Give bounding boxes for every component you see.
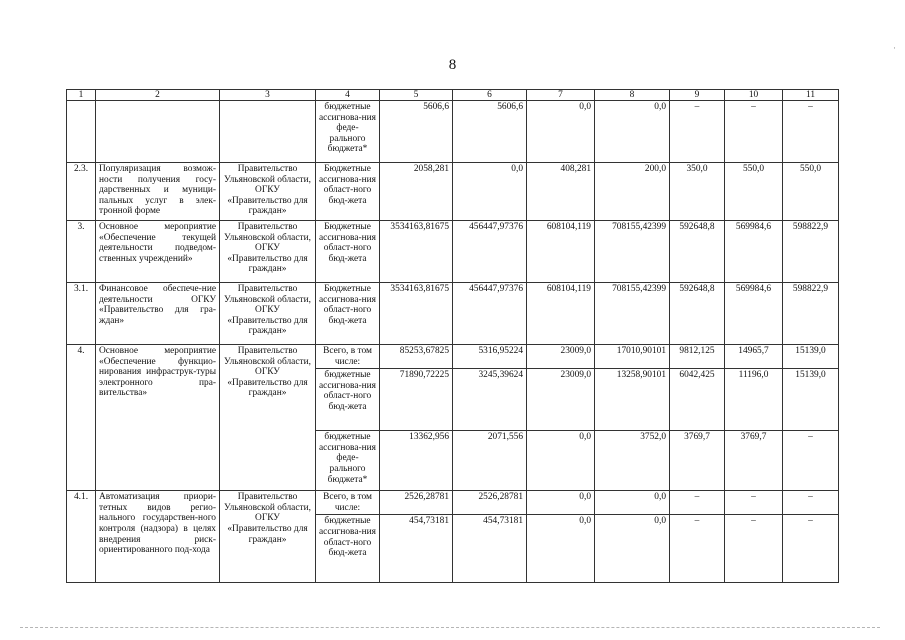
amount-cell: 5316,95224: [453, 345, 527, 369]
responsible-organization: Правительство Ульяновской области, ОГКУ «Правительство для граждан»: [220, 163, 316, 221]
amount-cell: 0,0: [453, 163, 527, 221]
activity-name: Основное мероприятие «Обеспечение функцио-нирования инфраструк-туры электронного пра-вительства»: [96, 345, 220, 491]
column-header: 1: [67, 90, 96, 101]
table-row: [67, 101, 839, 163]
funding-source: Всего, в том числе:: [316, 491, 380, 515]
column-header: 8: [595, 90, 670, 101]
amount-cell: 23009,0: [527, 345, 595, 369]
funding-source: бюджетные ассигнова-ния феде-рального бюджета*: [316, 431, 380, 491]
table-row: [67, 345, 839, 369]
header-row: [67, 90, 839, 101]
amount-cell: 0,0: [527, 515, 595, 583]
amount-cell: 598822,9: [783, 221, 839, 283]
amount-cell: 5606,6: [380, 101, 453, 163]
scan-mark: ·: [893, 43, 896, 53]
row-number: [67, 101, 96, 163]
amount-cell: 5606,6: [453, 101, 527, 163]
amount-cell: 3534163,81675: [380, 221, 453, 283]
amount-cell: 550,0: [783, 163, 839, 221]
activity-name: Популяризация возмож-ности получения госу-дарственных и муници-пальных услуг в элек-тронной форме: [96, 163, 220, 221]
amount-cell: 14965,7: [725, 345, 783, 369]
column-header: 6: [453, 90, 527, 101]
amount-cell: 2058,281: [380, 163, 453, 221]
row-number: 4.1.: [67, 491, 96, 583]
funding-source: бюджетные ассигнова-ния феде-рального бюджета*: [316, 101, 380, 163]
amount-cell: 0,0: [527, 431, 595, 491]
amount-cell: 608104,119: [527, 283, 595, 345]
column-header: 5: [380, 90, 453, 101]
amount-cell: 2526,28781: [453, 491, 527, 515]
row-number: 4.: [67, 345, 96, 491]
amount-cell: 3769,7: [725, 431, 783, 491]
responsible-organization: Правительство Ульяновской области, ОГКУ «Правительство для граждан»: [220, 283, 316, 345]
activity-name: Финансовое обеспече-ние деятельности ОГКУ «Правительство для гра-ждан»: [96, 283, 220, 345]
column-header: 11: [783, 90, 839, 101]
amount-cell: 2071,556: [453, 431, 527, 491]
amount-cell: 11196,0: [725, 369, 783, 431]
page-number: 8: [448, 57, 457, 73]
amount-cell: 708155,42399: [595, 221, 670, 283]
amount-cell: 456447,97376: [453, 283, 527, 345]
amount-cell: 569984,6: [725, 283, 783, 345]
amount-cell: 3769,7: [670, 431, 725, 491]
amount-cell: 3752,0: [595, 431, 670, 491]
activity-name: Автоматизация приори-тетных видов регио-нального государствен-ного контроля (надзора) в целях внедрения риск-ориентированного под-хода: [96, 491, 220, 583]
amount-cell: –: [670, 491, 725, 515]
column-header: 2: [96, 90, 220, 101]
responsible-organization: [220, 101, 316, 163]
funding-source: Всего, в том числе:: [316, 345, 380, 369]
responsible-organization: Правительство Ульяновской области, ОГКУ «Правительство для граждан»: [220, 491, 316, 583]
amount-cell: –: [783, 491, 839, 515]
funding-source: бюджетные ассигнова-ния област-ного бюд-жета: [316, 369, 380, 431]
responsible-organization: Правительство Ульяновской области, ОГКУ «Правительство для граждан»: [220, 221, 316, 283]
amount-cell: 708155,42399: [595, 283, 670, 345]
amount-cell: –: [783, 431, 839, 491]
table-row: [67, 221, 839, 283]
column-header: 3: [220, 90, 316, 101]
table-row: [67, 163, 839, 221]
activity-name: [96, 101, 220, 163]
responsible-organization: Правительство Ульяновской области, ОГКУ «Правительство для граждан»: [220, 345, 316, 491]
funding-source: Бюджетные ассигнова-ния област-ного бюд-жета: [316, 163, 380, 221]
amount-cell: 71890,72225: [380, 369, 453, 431]
amount-cell: –: [725, 101, 783, 163]
activity-name: Основное мероприятие «Обеспечение текущей деятельности подведом-ственных учреждений»: [96, 221, 220, 283]
funding-source: Бюджетные ассигнова-ния област-ного бюд-жета: [316, 283, 380, 345]
amount-cell: –: [783, 515, 839, 583]
amount-cell: 454,73181: [380, 515, 453, 583]
table-row: [67, 491, 839, 515]
amount-cell: 9812,125: [670, 345, 725, 369]
row-number: 2.3.: [67, 163, 96, 221]
amount-cell: –: [670, 515, 725, 583]
scan-edge-line: [20, 627, 880, 628]
amount-cell: 13362,956: [380, 431, 453, 491]
amount-cell: 0,0: [595, 101, 670, 163]
amount-cell: 0,0: [527, 491, 595, 515]
amount-cell: 0,0: [595, 491, 670, 515]
column-header: 4: [316, 90, 380, 101]
amount-cell: –: [783, 101, 839, 163]
amount-cell: 85253,67825: [380, 345, 453, 369]
amount-cell: 456447,97376: [453, 221, 527, 283]
row-number: 3.1.: [67, 283, 96, 345]
amount-cell: –: [725, 491, 783, 515]
amount-cell: 408,281: [527, 163, 595, 221]
amount-cell: 15139,0: [783, 369, 839, 431]
amount-cell: 6042,425: [670, 369, 725, 431]
amount-cell: 2526,28781: [380, 491, 453, 515]
column-header: 10: [725, 90, 783, 101]
amount-cell: 592648,8: [670, 283, 725, 345]
amount-cell: 350,0: [670, 163, 725, 221]
amount-cell: 200,0: [595, 163, 670, 221]
column-header: 9: [670, 90, 725, 101]
amount-cell: 454,73181: [453, 515, 527, 583]
amount-cell: 3245,39624: [453, 369, 527, 431]
amount-cell: 17010,90101: [595, 345, 670, 369]
row-number: 3.: [67, 221, 96, 283]
amount-cell: 598822,9: [783, 283, 839, 345]
table-row: [67, 283, 839, 345]
amount-cell: –: [670, 101, 725, 163]
funding-source: Бюджетные ассигнова-ния област-ного бюд-жета: [316, 221, 380, 283]
amount-cell: 550,0: [725, 163, 783, 221]
amount-cell: 0,0: [527, 101, 595, 163]
amount-cell: 592648,8: [670, 221, 725, 283]
funding-source: бюджетные ассигнова-ния област-ного бюд-жета: [316, 515, 380, 583]
amount-cell: 0,0: [595, 515, 670, 583]
amount-cell: 15139,0: [783, 345, 839, 369]
amount-cell: 23009,0: [527, 369, 595, 431]
amount-cell: 3534163,81675: [380, 283, 453, 345]
amount-cell: 569984,6: [725, 221, 783, 283]
column-header: 7: [527, 90, 595, 101]
amount-cell: 608104,119: [527, 221, 595, 283]
amount-cell: 13258,90101: [595, 369, 670, 431]
amount-cell: –: [725, 515, 783, 583]
budget-table: [66, 89, 839, 583]
